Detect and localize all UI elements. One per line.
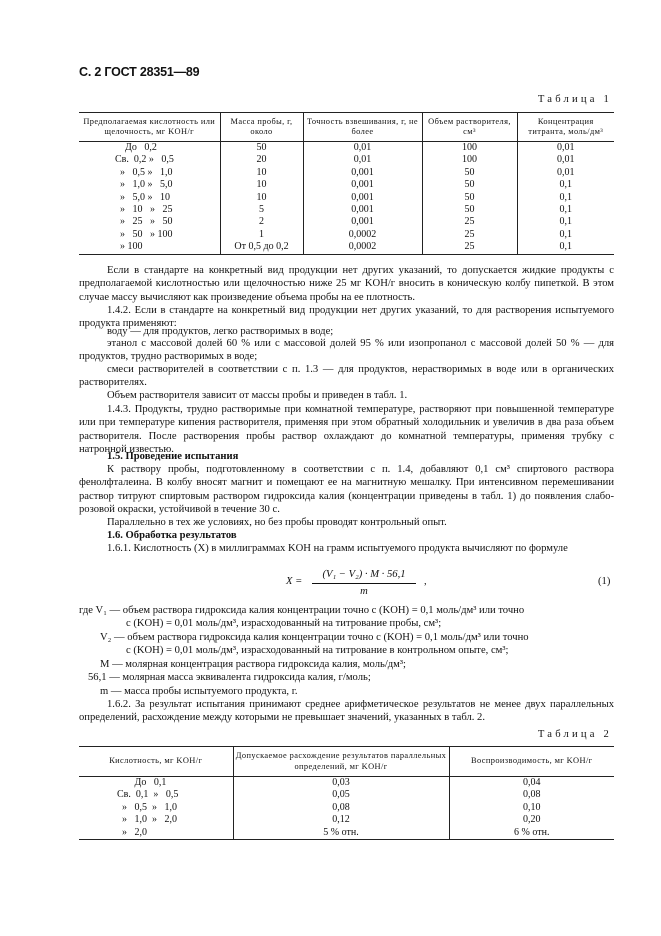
page-header: С. 2 ГОСТ 28351—89 xyxy=(79,65,200,79)
table-cell: 0,001 xyxy=(303,204,422,216)
table-cell: 0,05 xyxy=(233,789,449,801)
paragraph: Если в стандарте на конкретный вид продукции нет других указаний, то допускается жидкие продукты с предполагаемой кислотностью или щелочностью ниже 25 мг KOH/г вносить в коническую колбу пипеткой. В этом случае массу вычисляют как произведение объема пробы на ее плотность. xyxy=(79,265,614,303)
table-cell: Св. 0,2 » 0,5 xyxy=(115,154,174,166)
table-cell: 50 xyxy=(422,167,517,179)
table-row xyxy=(79,167,614,179)
table-1-header-cell: Точность взвешивания, г, не более xyxy=(303,113,422,142)
table-cell: 0,1 xyxy=(517,241,614,254)
table-row xyxy=(79,192,614,204)
table-1-caption: Таблица 1 xyxy=(537,94,612,105)
table-cell: 10 xyxy=(220,167,303,179)
table-cell: 50 xyxy=(220,142,303,155)
table-2-header-cell: Допускаемое расхождение результатов параллельных определений, мг KOH/г xyxy=(233,747,449,777)
table-cell: » 0,5 » 1,0 xyxy=(115,166,173,178)
table-cell: 0,001 xyxy=(303,179,422,191)
table-1 xyxy=(79,112,614,255)
table-cell: 50 xyxy=(422,192,517,204)
table-cell: 0,03 xyxy=(233,777,449,790)
table-1-header-cell: Масса пробы, г, около xyxy=(220,113,303,142)
table-cell: 0,01 xyxy=(303,154,422,166)
variable-definition: m — масса пробы испытуемого продукта, г. xyxy=(100,686,298,697)
table-cell: » 1,0 » 5,0 xyxy=(115,179,173,191)
paragraph: К раствору пробы, подготовленному в соответствии с п. 1.4, добавляют 0,1 см³ спиртового раствора фенолфталеина. В колбу вносят магнит и помещают ее на магнитную мешалку. При интенсивном перемешивании раствор титруют спиртовым раствором гидроксида калия (концентрации приведены в табл. 1) до появления слабо-розовой окраски, устойчивой в течение 30 с. xyxy=(79,464,614,516)
table-cell: 25 xyxy=(422,216,517,228)
table-2-header-cell: Кислотность, мг KOH/г xyxy=(79,747,233,777)
table-cell: От 0,5 до 0,2 xyxy=(220,241,303,254)
variable-definition: c (KOH) = 0,01 моль/дм³, израсходованный на титрование в контрольном опыте, см³; xyxy=(126,645,509,656)
paragraph: Параллельно в тех же условиях, но без пробы проводят контрольный опыт. xyxy=(107,517,447,528)
section-heading: 1.6. Обработка результатов xyxy=(107,530,237,541)
table-cell: 0,01 xyxy=(517,142,614,155)
formula-numerator: (V₁ − V₂) · M · 56,1 xyxy=(322,569,406,580)
table-cell: 0,01 xyxy=(517,167,614,179)
table-cell: » 50 » 100 xyxy=(115,228,173,240)
paragraph: 1.6.1. Кислотность (X) в миллиграммах KOH на грамм испытуемого продукта вычисляют по формуле xyxy=(107,543,568,554)
table-cell: 6 % отн. xyxy=(449,827,614,840)
table-cell: 25 xyxy=(422,229,517,241)
table-cell: 0,1 xyxy=(517,179,614,191)
paragraph: воду — для продуктов, легко растворимых в воде; xyxy=(107,326,334,337)
table-cell: » 25 » 50 xyxy=(115,216,173,228)
paragraph: 1.4.3. Продукты, трудно растворимые при комнатной температуре, растворяют при повышенной температуре или при температуре кипения растворителя, применяя при этом обратный холодильник и увеличив в два раза объем растворителя. После растворения пробы раствор охлаждают до комнатной температуры, применяя трубку с натронной известью. xyxy=(79,404,614,456)
table-cell: » 5,0 » 10 xyxy=(115,191,170,203)
table-cell: 0,04 xyxy=(449,777,614,790)
section-heading: 1.5. Проведение испытания xyxy=(107,451,239,462)
table-row xyxy=(79,142,614,155)
table-cell: 0,1 xyxy=(517,192,614,204)
paragraph: смеси растворителей в соответствии с п. 1.3 — для продуктов, нерастворимых в воде или в органических растворителях. xyxy=(79,364,614,389)
variable-definition: V₂ — объем раствора гидроксида калия концентрации точно c (KOH) = 0,1 моль/дм³ или точно xyxy=(100,632,529,643)
table-cell: » 1,0 » 2,0 xyxy=(117,814,177,826)
table-row xyxy=(79,179,614,191)
table-1-header-cell: Концентрация титранта, моль/дм³ xyxy=(517,113,614,142)
table-cell: 5 xyxy=(220,204,303,216)
fraction-bar xyxy=(312,583,416,584)
table-1-header-cell: Предполагаемая кислотность или щелочность, мг KOH/г xyxy=(79,113,220,142)
table-cell: 0,01 xyxy=(517,154,614,166)
paragraph: 1.6.2. За результат испытания принимают среднее арифметическое результатов не менее двух параллельных определений, расхождение между которыми не превышает значений, указанных в табл. 2. xyxy=(79,699,614,724)
table-cell: 25 xyxy=(422,241,517,254)
table-row xyxy=(79,777,614,790)
table-cell: » 10 » 25 xyxy=(115,204,173,216)
table-cell: 0,1 xyxy=(517,204,614,216)
table-cell: 1 xyxy=(220,229,303,241)
table-cell: » 2,0 xyxy=(79,827,233,840)
table-cell: Св. 0,1 » 0,5 xyxy=(117,789,179,801)
table-cell: 0,20 xyxy=(449,814,614,826)
formula-denominator: m xyxy=(360,586,368,597)
table-row xyxy=(79,154,614,166)
table-2 xyxy=(79,746,614,840)
formula-lhs: X = xyxy=(286,576,303,587)
table-cell: 0,001 xyxy=(303,167,422,179)
variable-definition: c (KOH) = 0,01 моль/дм³, израсходованный на титрование пробы, см³; xyxy=(126,618,442,629)
table-cell: 5 % отн. xyxy=(233,827,449,840)
table-row xyxy=(79,241,614,254)
table-cell: 2 xyxy=(220,216,303,228)
table-row xyxy=(79,229,614,241)
table-2-caption: Таблица 2 xyxy=(537,729,612,740)
paragraph: этанол с массовой долей 60 % или с массовой долей 95 % или изопропанол с массовой долей 50 % — для продуктов, трудно растворимых в воде; xyxy=(79,338,614,363)
table-cell: » 0,5 » 1,0 xyxy=(117,801,177,813)
variable-definition: M — молярная концентрация раствора гидроксида калия, моль/дм³; xyxy=(100,659,406,670)
table-row xyxy=(79,814,614,826)
table-cell: До 0,2 xyxy=(115,142,157,153)
table-cell: 0,001 xyxy=(303,192,422,204)
table-row xyxy=(79,216,614,228)
table-1-header-cell: Объем растворителя, см³ xyxy=(422,113,517,142)
table-cell: » 100 xyxy=(79,241,220,254)
table-cell: 100 xyxy=(422,142,517,155)
table-row xyxy=(79,802,614,814)
table-cell: 10 xyxy=(220,179,303,191)
table-cell: 0,1 xyxy=(517,216,614,228)
paragraph: 1.4.2. Если в стандарте на конкретный вид продукции нет других указаний, то для растворения испытуемого продукта применяют: xyxy=(79,305,614,330)
paragraph: Объем растворителя зависит от массы пробы и приведен в табл. 1. xyxy=(107,390,408,401)
table-cell: 0,001 xyxy=(303,216,422,228)
table-cell: 100 xyxy=(422,154,517,166)
table-cell: До 0,1 xyxy=(117,777,167,788)
variable-definition: 56,1 — молярная масса эквивалента гидроксида калия, г/моль; xyxy=(88,672,371,683)
table-row xyxy=(79,789,614,801)
table-cell: 20 xyxy=(220,154,303,166)
variable-definition: где V₁ — объем раствора гидроксида калия концентрации точно c (KOH) = 0,1 моль/дм³ или точно xyxy=(79,605,525,616)
table-cell: 0,08 xyxy=(449,789,614,801)
table-cell: 0,0002 xyxy=(303,229,422,241)
table-cell: 0,0002 xyxy=(303,241,422,254)
formula-number: (1) xyxy=(598,576,611,587)
table-cell: 0,1 xyxy=(517,229,614,241)
table-2-header-cell: Воспроизводимость, мг KOH/г xyxy=(449,747,614,777)
table-cell: 50 xyxy=(422,204,517,216)
table-cell: 50 xyxy=(422,179,517,191)
table-cell: 10 xyxy=(220,192,303,204)
table-cell: 0,12 xyxy=(233,814,449,826)
table-cell: 0,10 xyxy=(449,802,614,814)
table-cell: 0,08 xyxy=(233,802,449,814)
table-row xyxy=(79,827,614,840)
table-row xyxy=(79,204,614,216)
table-cell: 0,01 xyxy=(303,142,422,155)
formula-tail: , xyxy=(424,576,427,587)
